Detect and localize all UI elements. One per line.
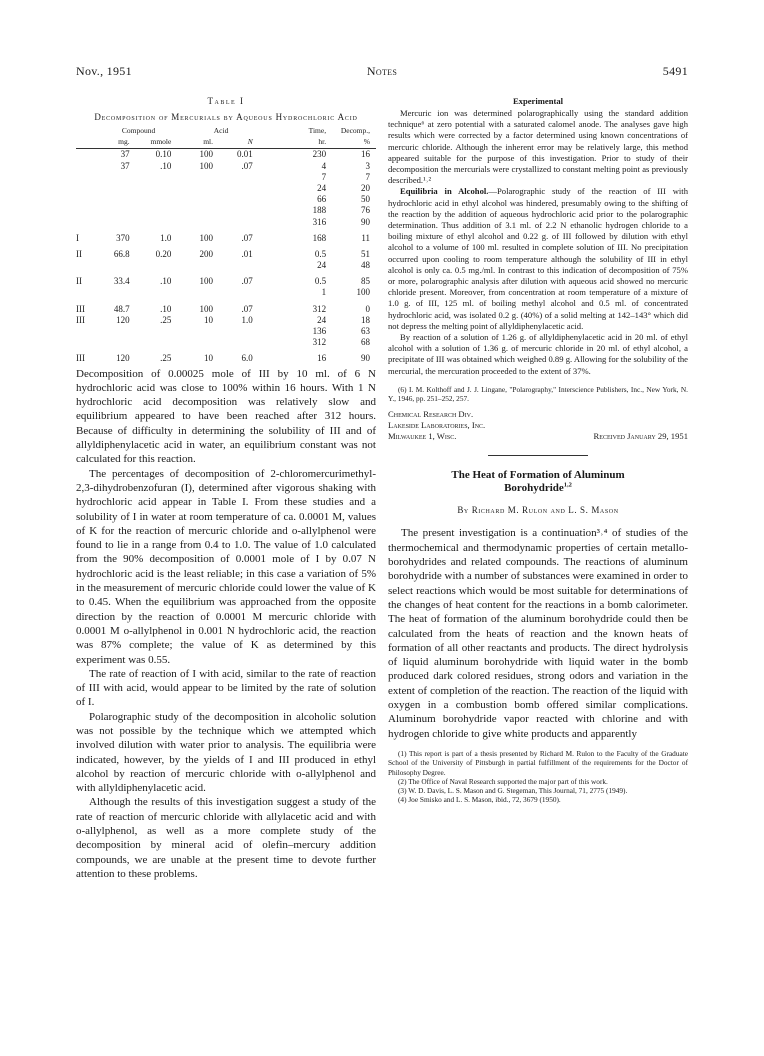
left-paragraph-4: Polarographic study of the decomposition in alcoholic solution was not possible by the technique which we attempted which involved dilution with water prior to analysis. The equilibria were indicated, however, by the yields of I and III produced in ethyl alcohol by reaction of mercuric chloride with o-allylphenol and with allyldiphenylacetic acid. — [76, 710, 376, 795]
left-column — [76, 96, 376, 881]
table-cell: 20 — [361, 182, 370, 193]
experimental-heading: Experimental — [512, 96, 564, 106]
table-cell: 33.4 — [113, 276, 130, 287]
table-cell: 312 — [312, 337, 327, 348]
table-cell: 37 — [120, 149, 130, 160]
table-cell: 66 — [317, 194, 327, 205]
table-row — [76, 149, 376, 160]
table-cell — [134, 183, 178, 194]
article-title-line-1: The Heat of Formation of Aluminum — [451, 469, 625, 482]
table-cell — [76, 172, 100, 183]
table-cell — [217, 205, 265, 216]
table-cell: 16 — [361, 149, 370, 160]
table-cell — [217, 217, 265, 228]
article-authors: By Richard M. Rulon and L. S. Mason — [457, 505, 619, 516]
table-cell — [100, 183, 134, 194]
table-cell: 1.0 — [160, 232, 172, 243]
table-row — [76, 304, 376, 315]
table-cell: 37 — [120, 160, 130, 171]
table-cell: II — [76, 248, 82, 259]
table-cell — [217, 326, 265, 337]
table-cell: 136 — [312, 326, 327, 336]
table-cell: 10 — [204, 314, 214, 325]
table-cell: .10 — [160, 303, 172, 314]
table-cell — [134, 337, 178, 348]
article-title-line-2: Borohydride — [504, 482, 564, 495]
table-cell: 0.20 — [155, 248, 172, 259]
table-cell — [100, 287, 134, 298]
table-cell — [76, 287, 100, 298]
table-cell: 100 — [199, 303, 214, 314]
table-cell: 120 — [116, 314, 130, 325]
table-cell: 0.01 — [236, 149, 253, 160]
table-cell — [100, 217, 134, 228]
table-cell: 7 — [321, 171, 327, 182]
table-cell — [177, 205, 217, 216]
table-cell: 66.8 — [113, 248, 130, 259]
table-cell: 188 — [312, 205, 327, 216]
institution-address — [388, 409, 688, 442]
table-cell — [134, 205, 178, 216]
table-cell — [76, 217, 100, 228]
table-cell: 85 — [361, 276, 370, 287]
table-cell: 1 — [321, 287, 327, 298]
header-date: Nov., 1951 — [76, 64, 132, 78]
th-acid: Acid — [213, 126, 229, 135]
table-cell: 24 — [317, 314, 327, 325]
th-mmole: mmole — [150, 137, 172, 147]
table-row — [76, 172, 376, 183]
page-header — [76, 64, 688, 82]
footnote-3: (3) W. D. Davis, L. S. Mason and G. Stegeman, This Journal, 71, 2775 (1949). — [398, 786, 628, 796]
table-cell: III — [76, 303, 85, 314]
table-cell — [134, 217, 178, 228]
article-title — [388, 469, 688, 495]
table-cell: 100 — [356, 287, 370, 298]
table-cell: 16 — [317, 353, 327, 364]
received-date: Received January 29, 1951 — [593, 431, 688, 442]
table-cell: .07 — [241, 276, 253, 287]
th-normality: N — [247, 137, 253, 147]
table-cell — [76, 194, 100, 205]
table-cell — [100, 337, 134, 348]
table-cell — [217, 194, 265, 205]
table-cell: .07 — [241, 232, 253, 243]
table-cell: 100 — [199, 160, 214, 171]
table-cell — [217, 287, 265, 298]
footnote-1: (1) This report is part of a thesis presented by Richard M. Rulon to the Faculty of the Graduate School of the University of Pittsburgh in partial fulfillment of the requirements for the Doctor of Philosophy Degree. — [388, 748, 688, 777]
table-cell: .25 — [160, 314, 172, 325]
table-row — [76, 326, 376, 337]
article-footnotes — [388, 749, 688, 805]
table-cell — [134, 172, 178, 183]
table-cell: 3 — [365, 160, 370, 171]
table-cell: 168 — [312, 232, 327, 243]
table-cell — [76, 161, 100, 172]
table-cell — [217, 172, 265, 183]
table-cell: 7 — [365, 171, 370, 182]
th-hr: hr. — [318, 137, 327, 147]
th-compound: Compound — [121, 126, 156, 135]
table-cell — [217, 260, 265, 271]
left-paragraph-3: The rate of reaction of I with acid, similar to the rate of reaction of III with acid, would appear to be limited by the rate of solution of I. — [76, 667, 376, 709]
table-cell — [100, 205, 134, 216]
table-cell: 6.0 — [241, 353, 253, 364]
th-ml: ml. — [203, 137, 214, 147]
table-cell: 120 — [116, 353, 130, 364]
table-cell — [177, 287, 217, 298]
decomposition-table — [76, 126, 376, 365]
footnote-4: (4) Joe Smisko and L. S. Mason, ibid., 72, 3679 (1950). — [398, 795, 561, 805]
table-row — [76, 183, 376, 194]
table-cell: 316 — [312, 216, 327, 227]
table-cell — [134, 194, 178, 205]
table-cell: III — [76, 314, 85, 325]
table-cell — [100, 260, 134, 271]
table-cell: 0.5 — [314, 248, 327, 259]
th-decomp: Decomp., — [340, 126, 370, 135]
table-cell: 48.7 — [113, 303, 130, 314]
table-cell — [134, 260, 178, 271]
table-cell — [76, 149, 100, 160]
table-cell — [76, 337, 100, 348]
table-cell — [177, 260, 217, 271]
table-cell — [177, 194, 217, 205]
experimental-paragraph-1: Mercuric ion was determined polarographically using the standard addition technique⁶ at zero potential with a saturated calomel anode. The analyses gave high results which were corrected by a factor determined using known concentrations of mercuric chloride. Although the inherent error may be relatively large, this method appeared suitable for the purpose of this investigation. Prior to study of their decomposition the mercurials were crystallized to constant melting point as previously described.¹˒² — [388, 108, 688, 186]
table-row — [76, 249, 376, 260]
left-paragraph-5: Although the results of this investigation suggest a study of the rate of reaction of mercuric chloride with allylacetic acid and with o-allylphenol, as well as a more complete study of the decomposition by mineral acid of olefin–mercury addition compounds, we are unable at the present time to devote further attention to these problems. — [76, 796, 376, 880]
table-row — [76, 194, 376, 205]
table-title: Table I — [207, 96, 245, 106]
table-cell — [134, 326, 178, 337]
table-cell — [100, 326, 134, 337]
table-row — [76, 315, 376, 326]
header-section: Notes — [366, 64, 398, 78]
table-cell: 0 — [365, 303, 370, 314]
table-cell: 0.5 — [314, 276, 327, 287]
table-cell: 312 — [312, 303, 327, 314]
table-cell: 4 — [321, 160, 327, 171]
table-cell: 90 — [361, 353, 370, 364]
address-line-1: Chemical Research Div. — [388, 409, 474, 420]
table-row — [76, 161, 376, 172]
th-pct: % — [363, 137, 370, 147]
table-cell: 10 — [204, 353, 214, 364]
table-row — [76, 260, 376, 271]
section-divider — [488, 455, 588, 456]
table-cell: .10 — [160, 276, 172, 287]
table-cell — [217, 337, 265, 348]
table-cell — [76, 326, 100, 337]
table-cell — [217, 183, 265, 194]
table-cell: III — [76, 353, 85, 364]
table-row — [76, 287, 376, 298]
table-cell: 48 — [361, 260, 370, 271]
address-line-2: Lakeside Laboratories, Inc. — [388, 420, 486, 431]
table-cell: 200 — [199, 248, 214, 259]
table-cell — [100, 194, 134, 205]
left-paragraph-1: Decomposition of 0.00025 mole of III by 10 ml. of 6 N hydrochloric acid was close to 100% within 16 hours. With 1 N hydrochloric acid decomposition was relatively slow and equilibrium appeared to have been reached after 312 hours. Because of difficulty in determining the solubility of III and of allyldiphenylacetic acid in water, an equilibrium constant was not calculated for this reaction. — [76, 367, 376, 466]
footnote-6: (6) I. M. Kolthoff and J. J. Lingane, "Polarography," Interscience Publishers, Inc., New York, N. Y., 1946, pp. 251–252, 257. — [388, 384, 688, 404]
table-cell: .10 — [160, 160, 172, 171]
article-paragraph-1: The present investigation is a continuation³˒⁴ of studies of the thermochemical and thermodynamic properties of certain metallo-borohydrides and related compounds. The reactions of aluminum borohydride with a number of substances were examined in order to select reactions which would be most suitable for determinations of the changes of heat content for the reactions in a bomb calorimeter. The heat of formation of the aluminum borohydride could then be calculated from the heats of reaction and the known heats of formation of all other reactants and products. The direct hydrolysis of liquid aluminum borohydride with liquid water in the bomb produced dark colored residues, strong odors and variation in the extent of completion of the reaction. The reaction of the liquid with oxygen in a combustion bomb offered similar complications. Aluminum borohydride vapor reacted with chlorine and with hydrogen chloride to give white products and apparently — [388, 527, 688, 740]
table-row — [76, 353, 376, 364]
footnote-2: (2) The Office of Naval Research supported the major part of this work. — [398, 776, 608, 786]
table-cell — [76, 260, 100, 271]
table-cell: 370 — [116, 232, 130, 243]
table-cell: .07 — [241, 160, 253, 171]
table-cell: 18 — [361, 314, 370, 325]
left-paragraph-2: The percentages of decomposition of 2-chloromercurimethyl-2,3-dihydrobenzofuran (I), determined after vigorous shaking with hydrochloric acid appear in Table I. From these studies and a solubility of I in water at room temperature of ca. 0.0001 M, values of K for the reaction of mercuric chloride and o-allylphenol were found to lie in a range from 0.4 to 1.0. The value of 1.0 calculated from the 90% decomposition of 0.0001 mole of I by 0.07 N hydrochloric acid is the least reliable; in this case a variation of 5% in the measurement of mercuric chloride could lower the value of K to 0.45. When the equilibrium was approached from the opposite direction by the reaction of 0.0001 M mercuric chloride with 0.0001 M o-allylphenol in 0.001 N hydrochloric acid, the reaction was 87% complete; the value of K as determined by this experiment was 0.55. — [76, 467, 376, 666]
th-time: Time, — [308, 126, 327, 135]
table-cell: 1.0 — [241, 314, 253, 325]
table-cell: 0.10 — [155, 149, 172, 160]
table-cell: 100 — [199, 232, 214, 243]
table-cell — [177, 172, 217, 183]
table-row — [76, 337, 376, 348]
table-cell: 51 — [361, 248, 370, 259]
table-cell: 50 — [361, 194, 370, 205]
article-title-footnote-ref: 1,2 — [563, 481, 572, 489]
table-cell: .25 — [160, 353, 172, 364]
right-column — [388, 96, 688, 805]
table-cell: 11 — [361, 232, 370, 243]
table-cell: 24 — [317, 260, 327, 271]
table-caption: Decomposition of Mercurials by Aqueous Hydrochloric Acid — [94, 112, 358, 122]
experimental-paragraph-2: —Polarographic study of the reaction of III with hydrochloric acid in ethyl alcohol was hindered, presumably owing to the shifting of the reaction by the addition of aqueous hydrochloric acid prior to the polarographic determination. Thus addition of 3.1 ml. of 2.2 N ethanolic hydrogen chloride to a boiling mixture of ethyl alcohol and 0.22 g. of III followed by dilution with ethyl alcohol to a volume of 100 ml. resulted in complete solution of III. No precipitation occurred upon cooling to room temperature although the solubility of III in ethyl alcohol is only ca. 0.5 mg./ml. In contrast to this indication of decomposition of 75% or more, polarographic analysis after dilution with aqueous acid showed no mercuric chloride present. Moreover, from concentration at room temperature of a mixture of 1.0 g. of III, 125 ml. of boiling methyl alcohol and 0.5 ml. of concentrated hydrochloric acid, was isolated 0.2 g. (40%) of a solid melting at 142–143° which did not depress the melting point of allyldiphenylacetic acid. — [388, 186, 688, 331]
table-cell: 68 — [361, 337, 370, 348]
table-cell: 100 — [199, 149, 214, 160]
experimental-paragraph-3: By reaction of a solution of 1.26 g. of allyldiphenylacetic acid in 20 ml. of ethyl alcohol with a solution of 1.36 g. of mercuric chloride in 20 ml. of ethyl alcohol, a precipitate of III was obtained which weighed 0.89 g. Allowing for the solubility of the mercurial, the mercuration proceeded to the extent of 37%. — [388, 332, 688, 376]
page-number: 5491 — [662, 64, 688, 78]
table-cell: 100 — [199, 276, 214, 287]
table-cell: I — [76, 232, 79, 243]
table-cell: 90 — [361, 216, 370, 227]
table-cell: II — [76, 276, 82, 287]
table-cell — [177, 217, 217, 228]
table-cell — [100, 172, 134, 183]
table-row — [76, 205, 376, 216]
table-cell: 24 — [317, 182, 327, 193]
table-cell — [76, 183, 100, 194]
table-cell: .07 — [241, 303, 253, 314]
table-cell — [177, 183, 217, 194]
address-line-3: Milwaukee 1, Wisc. — [388, 431, 457, 442]
table-cell — [177, 326, 217, 337]
table-cell — [134, 287, 178, 298]
table-cell: 230 — [312, 149, 327, 160]
table-cell: .01 — [241, 248, 253, 259]
table-cell: 63 — [361, 326, 370, 336]
table-cell — [76, 205, 100, 216]
table-cell — [177, 337, 217, 348]
table-row — [76, 276, 376, 287]
th-mg: mg. — [118, 137, 130, 147]
table-row — [76, 233, 376, 244]
table-row — [76, 217, 376, 228]
equilibria-heading: Equilibria in Alcohol. — [400, 186, 489, 197]
table-cell: 76 — [361, 205, 370, 216]
